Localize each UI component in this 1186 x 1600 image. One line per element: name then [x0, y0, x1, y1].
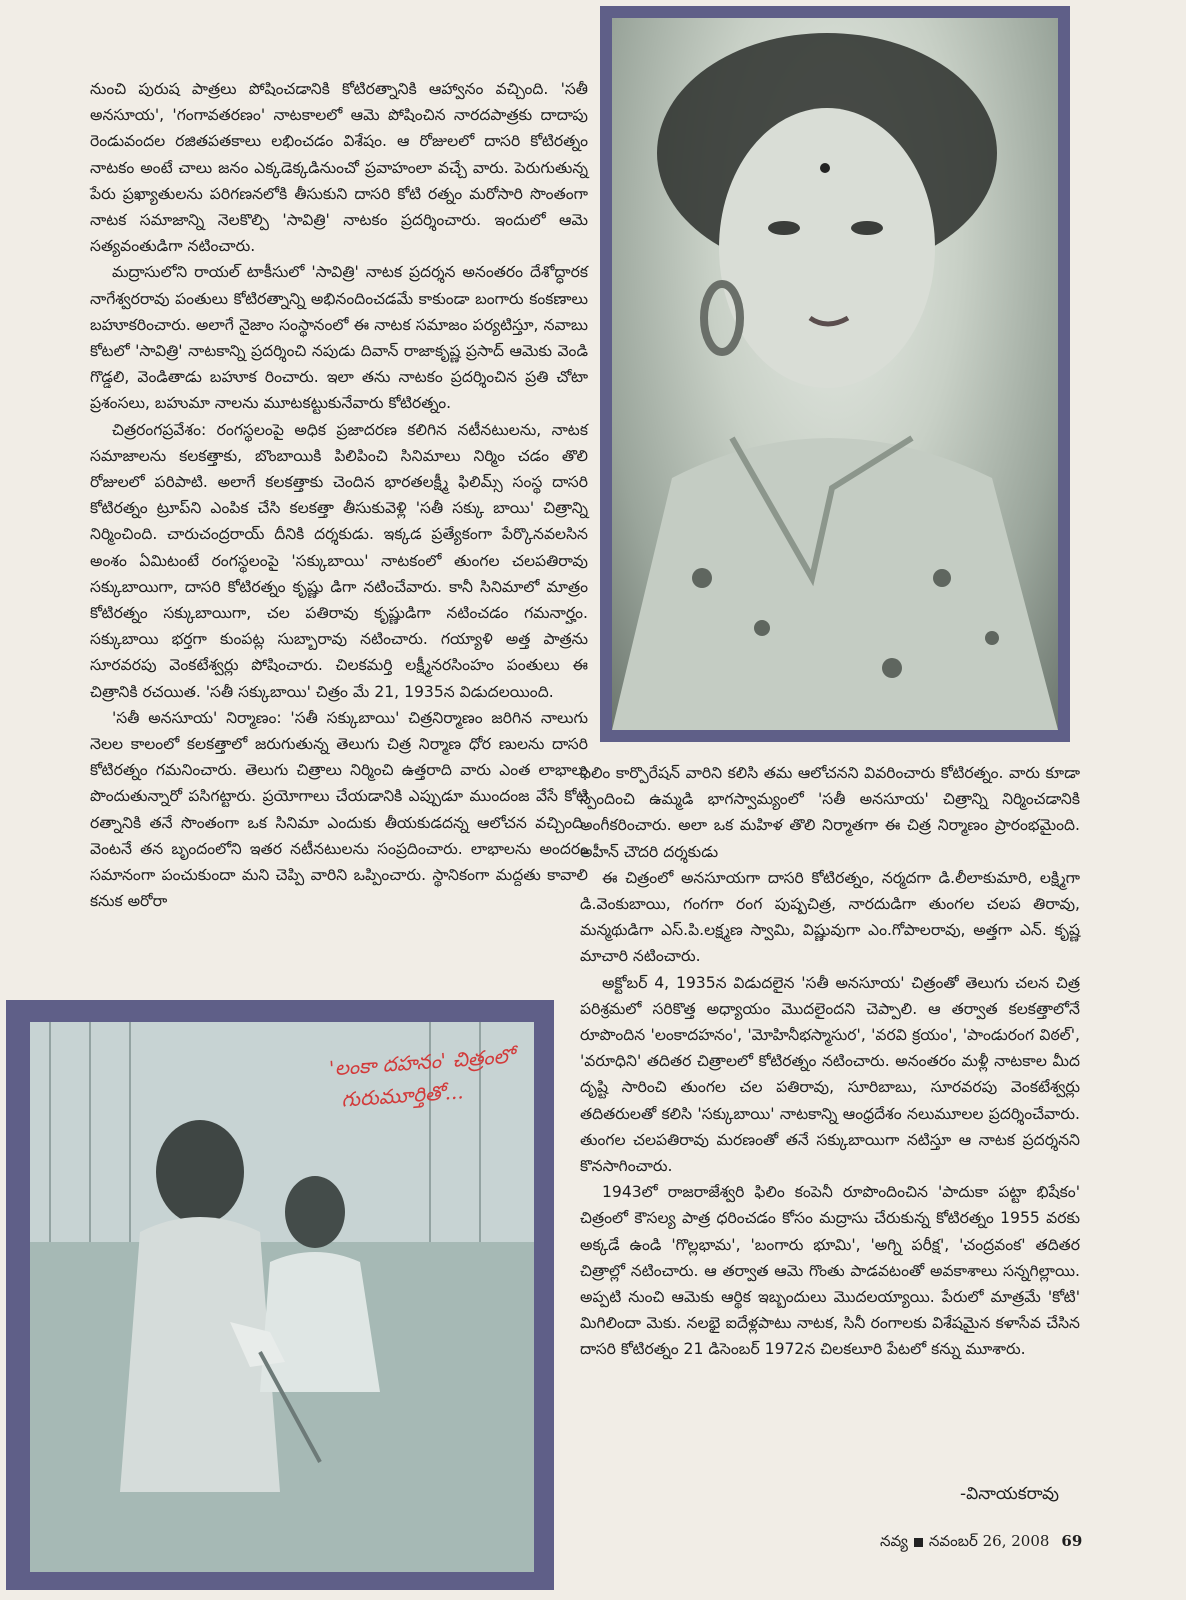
separator-square-icon	[914, 1538, 923, 1547]
paragraph: అక్టోబర్ 4, 1935న విడుదలైన 'సతీ అనసూయ' చిత్రంతో తెలుగు చలన చిత్ర పరిశ్రమలో సరికొత్త అధ్యాయం మొదలైందని చెప్పాలి. ఆ తర్వాత కలకత్తాలోనే రూపొందిన 'లంకాదహనం', 'మోహినీభస్మాసుర', 'వరవి క్రయం', 'పాండురంగ విఠల్', 'వరూధిని' తదితర చిత్రాలలో కోటిరత్నం నటించారు. అనంతరం మళ్లీ నాటకాల మీద దృష్టి సారించి తుంగల చల పతిరావు, సూరిబాబు, సూరవరపు వెంకటేశ్వర్లు తదితరులతో కలిసి 'సక్కుబాయి' నాటకాన్ని ఆంధ్రదేశం నలుమూలల ప్రదర్శించేవారు. తుంగల చలపతిరావు మరణంతో తనే సక్కుబాయిగా నటిస్తూ ఆ నాటక ప్రదర్శనని కొనసాగించారు.	[580, 973, 1080, 1176]
paragraph: నుంచి పురుష పాత్రలు పోషించడానికి కోటిరత్నానికి ఆహ్వానం వచ్చింది. 'సతీ అనసూయ', 'గంగావతరణం' నాటకాలలో ఆమె పోషించిన నారదపాత్రకు దాదాపు రెండువందల రజితపతకాలు లభించడం విశేషం. ఆ రోజులలో దాసరి కోటిరత్నం నాటకం అంటే చాలు జనం ఎక్కడెక్కడినుంచో ప్రవాహంలా వచ్చే వారు. పెరుగుతున్న పేరు ప్రఖ్యాతులను పరిగణనలోకి తీసుకుని దాసరి కోటి రత్నం మరోసారి సొంతంగా నాటక సమాజాన్ని నెలకొల్పి 'సావిత్రి' నాటకం ప్రదర్శించారు. ఇందులో ఆమె సత్యవంతుడిగా నటించారు.	[90, 80, 588, 256]
portrait-illustration	[612, 18, 1058, 730]
paragraph: మద్రాసులోని రాయల్ టాకీసులో 'సావిత్రి' నాటక ప్రదర్శన అనంతరం దేశోద్ధారక నాగేశ్వరరావు పంతులు కోటిరత్నాన్ని అభినందించడమే కాకుండా బంగారు కంకణాలు బహూకరించారు. అలాగే నైజాం సంస్థానంలో ఈ నాటక సమాజం పర్యటిస్తూ, నవాబు కోటలో 'సావిత్రి' నాటకాన్ని ప్రదర్శించి నపుడు దివాన్ రాజాకృష్ణ ప్రసాద్ ఆమెకు వెండి గొడ్డలి, వెండితాడు బహూక రించారు. ఇలా తను నాటకం ప్రదర్శించిన ప్రతి చోటా ప్రశంసలు, బహుమా నాలను మూటకట్టుకునేవారు కోటిరత్నం.	[90, 263, 588, 413]
paragraph: ఈ చిత్రంలో అనసూయగా దాసరి కోటిరత్నం, నర్మదగా డి.లీలాకుమారి, లక్ష్మిగా డి.వెంకుబాయి, గంగగా రంగ పుష్పచిత్ర, నారదుడిగా తుంగల చలప తిరావు, మన్మథుడిగా ఎస్.పి.లక్ష్మణ స్వామి, విష్ణువుగా ఎం.గోపాలరావు, అత్తగా ఎన్. కృష్ణ మాచారి నటించారు.	[580, 868, 1080, 966]
magazine-name: నవ్య	[880, 1532, 908, 1550]
issue-date: నవంబర్ 26, 2008	[928, 1532, 1050, 1550]
paragraph: 1943లో రాజరాజేశ్వరి ఫిలిం కంపెనీ రూపొందించిన 'పాదుకా పట్టా భిషేకం' చిత్రంలో కౌసల్య పాత్ర ధరించడం కోసం మద్రాసు చేరుకున్న కోటిరత్నం 1955 వరకు అక్కడే ఉండి 'గొల్లభామ', 'బంగారు భూమి', 'అగ్ని పరీక్ష', 'చంద్రవంక' తదితర చిత్రాల్లో నటించారు. ఆ తర్వాత ఆమె గొంతు పాడవటంతో అవకాశాలు సన్నగిల్లాయి. అప్పటి నుంచి ఆమెకు ఆర్థిక ఇబ్బందులు మొదలయ్యాయి. పేరులో మాత్రమే 'కోటి' మిగిలిందా మెకు. నలభై ఐదేళ్లపాటు నాటక, సినీ రంగాలకు విశేషమైన కళాసేవ చేసిన దాసరి కోటిరత్నం 21 డిసెంబర్ 1972న చిలకలూరి పేటలో కన్ను మూశారు.	[580, 1183, 1080, 1359]
scene-photo-frame	[6, 1000, 554, 1590]
article-column-left	[90, 76, 588, 915]
caption-line: 'లంకా దహనం' చిత్రంలో	[328, 1043, 515, 1081]
page-footer	[880, 1532, 1082, 1554]
paragraph: ఫిలిం కార్పొరేషన్ వారిని కలిసి తమ ఆలోచనని వివరించారు కోటిరత్నం. వారు కూడా స్పందించి ఉమ్మడి భాగస్వామ్యంలో 'సతీ అనసూయ' చిత్రాన్ని నిర్మించడానికి అంగీకరించారు. అలా ఒక మహిళ తొలి నిర్మాతగా ఈ చిత్ర నిర్మాణం ప్రారంభమైంది. అహీన్ చౌదరి దర్శకుడు	[580, 764, 1080, 861]
scene-photo	[30, 1022, 534, 1572]
page-number: 69	[1061, 1532, 1083, 1550]
caption-line: గురుమూర్తితో...	[340, 1079, 465, 1112]
article-column-right	[580, 760, 1080, 1363]
author-byline: -వినాయకరావు	[960, 1484, 1059, 1504]
paragraph: 'సతీ అనసూయ' నిర్మాణం: 'సతీ సక్కుబాయి' చిత్రనిర్మాణం జరిగిన నాలుగు నెలల కాలంలో కలకత్తాలో జరుగుతున్న తెలుగు చిత్ర నిర్మాణ ధోర ణులను దాసరి కోటిరత్నం గమనించారు. తెలుగు చిత్రాలు నిర్మించి ఉత్తరాది వారు ఎంత లాభాలు పొందుతున్నారో పసిగట్టారు. ప్రయోగాలు చేయడానికి ఎప్పుడూ ముందంజ వేసే కోటి రత్నానికి తనే సొంతంగా ఒక సినిమా ఎందుకు తీయకుడదన్న ఆలోచన వచ్చింది. వెంటనే తన బృందంలోని ఇతర నటీనటులను సంప్రదించారు. లాభాలను అందరం సమానంగా పంచుకుందా మని చెప్పి వారిని ఒప్పించారు. స్థానికంగా మద్దతు కావాలి కనుక అరోరా	[90, 708, 588, 911]
portrait-photo-frame	[600, 6, 1070, 742]
photo-caption	[328, 1040, 517, 1117]
paragraph: చిత్రరంగప్రవేశం: రంగస్థలంపై అధిక ప్రజాదరణ కలిగిన నటీనటులను, నాటక సమాజాలను కలకత్తాకు, బొంబాయికి పిలిపించి సినిమాలు నిర్మిం చడం తొలి రోజులలో పరిపాటి. అలాగే కలకత్తాకు చెందిన భారతలక్ష్మీ ఫిలిమ్స్ సంస్థ దాసరి కోటిరత్నం ట్రూప్‌ని ఎంపిక చేసి కలకత్తా తీసుకువెళ్లి 'సతీ సక్కు బాయి' చిత్రాన్ని నిర్మించింది. చారుచంద్రరాయ్ దీనికి దర్శకుడు. ఇక్కడ ప్రత్యేకంగా పేర్కొనవలసిన అంశం ఏమిటంటే రంగస్థలంపై 'సక్కుబాయి' నాటకంలో తుంగల చలపతిరావు సక్కుబాయిగా, దాసరి కోటిరత్నం కృష్ణు డిగా నటించేవారు. కానీ సినిమాలో మాత్రం కోటిరత్నం సక్కుబాయిగా, చల పతిరావు కృష్ణుడిగా నటించడం గమనార్హం. సక్కుబాయి భర్తగా కుంపట్ల సుబ్బారావు నటించారు. గయ్యాళి అత్త పాత్రను సూరవరపు వెంకటేశ్వర్లు పోషించారు. చిలకమర్తి లక్ష్మీనరసింహం పంతులు ఈ చిత్రానికి రచయిత. 'సతీ సక్కుబాయి' చిత్రం మే 21, 1935న విడుదలయింది.	[90, 420, 588, 701]
portrait-photo	[612, 18, 1058, 730]
